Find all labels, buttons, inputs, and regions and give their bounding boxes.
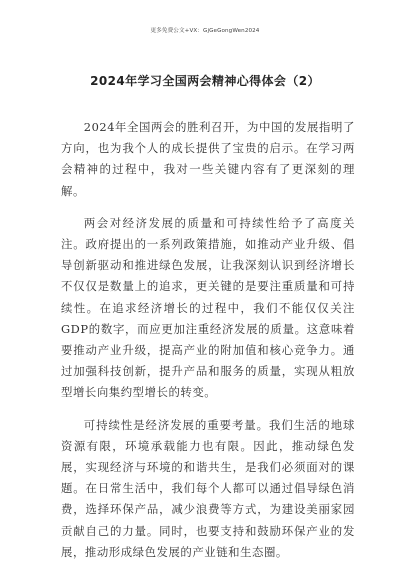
- header-note: 更多免费公文+VX：GjGeGongWen2024: [150, 28, 260, 34]
- paragraph-2: 两会对经济发展的质量和可持续性给予了高度关注。政府提出的一系列政策措施，如推动产业升级、倡导创新驱动和推进绿色发展，让我深刻认识到经济增长不仅仅是数量上的追求，更关键的是要注重质量和可持续性。在追求经济增长的过程中，我们不能仅仅关注GDP的数字，而应更加注重经济发展的质量。这意味着要推动产业升级，提高产业的附加值和核心竞争力。通过加强科技创新，提升产品和服务的质量，实现从粗放型增长向集约型增长的转变。: [61, 215, 355, 400]
- document-title: 2024年学习全国两会精神心得体会（2）: [90, 74, 320, 88]
- paragraph-1: 2024年全国两会的胜利召开，为中国的发展指明了方向，也为我个人的成长提供了宝贵的启示。在学习两会精神的过程中，我对一些关键内容有了更深刻的理解。: [61, 120, 355, 198]
- paragraph-3: 可持续性是经济发展的重要考量。我们生活的地球资源有限，环境承载能力也有限。因此，推动绿色发展，实现经济与环境的和谐共生，是我们必须面对的课题。在日常生活中，我们每个人都可以通过倡导绿色消费，选择环保产品，减少浪费等方式，为建设美丽家园贡献自己的力量。同时，也要支持和鼓励环保产业的发展，推动形成绿色发展的产业链和生态圈。: [61, 417, 355, 559]
- document-body: [61, 117, 355, 563]
